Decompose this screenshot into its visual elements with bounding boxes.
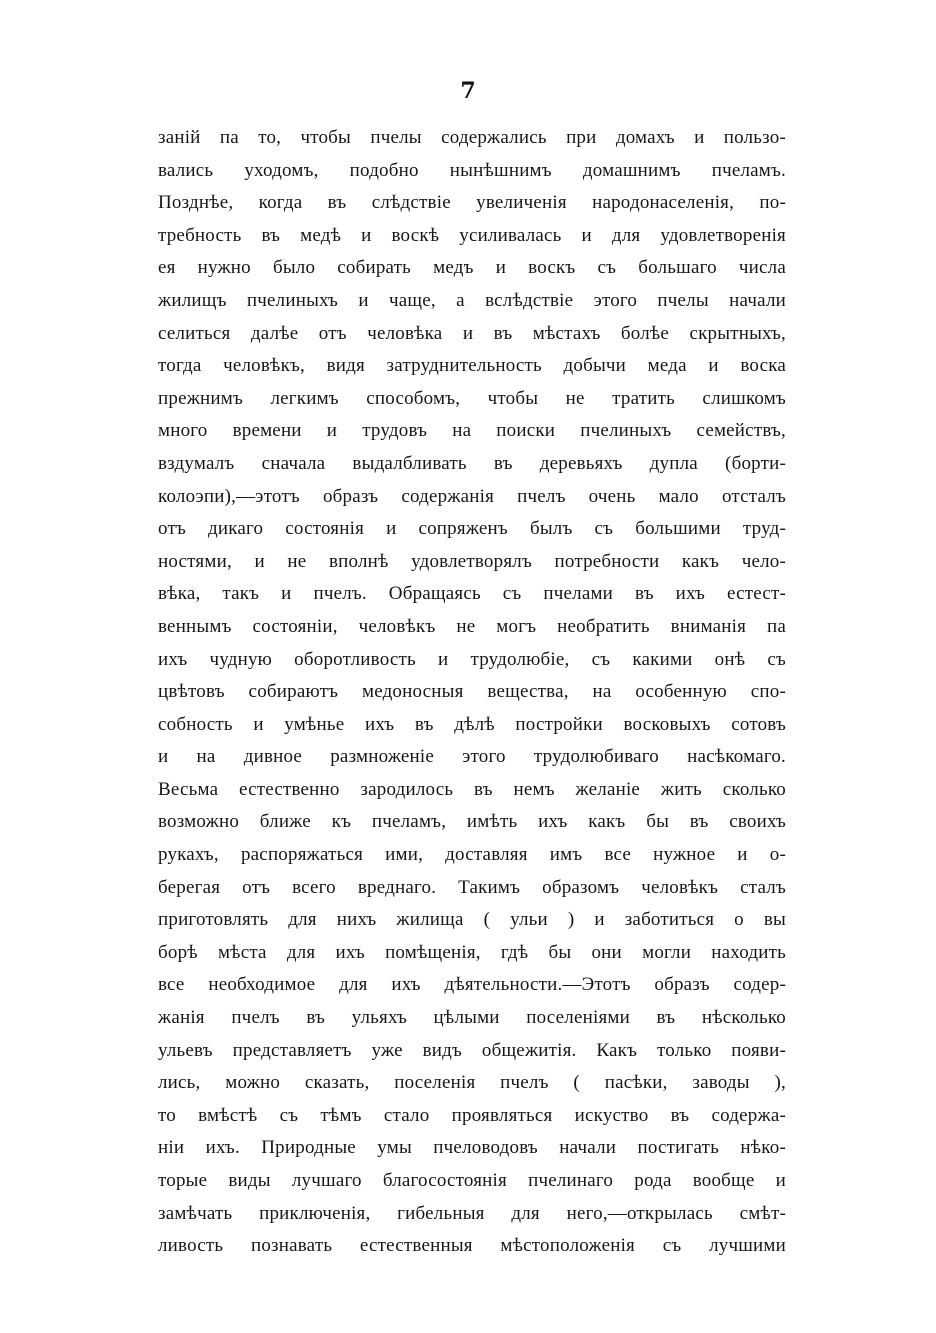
text-line: замѣчать приключенія, гибельныя для него,—открылась смѣт- — [158, 1202, 786, 1224]
text-line: вались уходомъ, подобно нынѣшнимъ домашнимъ пчеламъ. — [158, 159, 786, 181]
text-line: заній па то, чтобы пчелы содержались при домахъ и пользо- — [158, 127, 786, 148]
text-line: жилищъ пчелиныхъ и чаще, а вслѣдствіе этого пчелы начали — [158, 289, 786, 311]
text-line: борѣ мѣста для ихъ помѣщенія, гдѣ бы они могли находить — [158, 941, 786, 963]
text-line: много времени и трудовъ на поиски пчелиныхъ семействъ, — [158, 420, 786, 442]
text-line: и на дивное размноженіе этого трудолюбиваго насѣкомаго. — [158, 746, 786, 768]
text-line: возможно ближе къ пчеламъ, имѣть ихъ какъ бы въ своихъ — [158, 811, 786, 833]
text-line: лись, можно сказать, поселенія пчелъ ( пасѣки, заводы ), — [158, 1072, 786, 1094]
text-line: вздумалъ сначала выдалбливать въ деревьяхъ дупла (борти- — [158, 452, 786, 474]
text-line: веннымъ состояніи, человѣкъ не могъ необратить вниманія па — [158, 615, 786, 637]
text-line: вѣка, такъ и пчелъ. Обращаясь съ пчелами въ ихъ естест- — [158, 583, 786, 605]
text-line: тогда человѣкъ, видя затруднительность добычи меда и воска — [158, 355, 786, 377]
text-line: все необходимое для ихъ дѣятельности.—Этотъ образъ содер- — [158, 974, 786, 996]
text-line: прежнимъ легкимъ способомъ, чтобы не тратить слишкомъ — [158, 387, 786, 409]
text-line: рукахъ, распоряжаться ими, доставляя имъ все нужное и о- — [158, 844, 786, 866]
text-line: ихъ чудную оборотливость и трудолюбіе, съ какими онѣ съ — [158, 648, 786, 670]
text-line: то вмѣстѣ съ тѣмъ стало проявляться искуство въ содержа- — [158, 1104, 786, 1126]
body-text — [158, 122, 786, 1263]
text-line: ея нужно было собирать медъ и воскъ съ большаго числа — [158, 257, 786, 279]
text-line: ульевъ представляетъ уже видъ общежитія. Какъ только появи- — [158, 1039, 786, 1061]
text-line: ливость познавать естественныя мѣстоположенія съ лучшими — [158, 1235, 786, 1257]
text-line: берегая отъ всего вреднаго. Такимъ образомъ человѣкъ сталъ — [158, 876, 786, 898]
text-line: селиться далѣе отъ человѣка и въ мѣстахъ болѣе скрытныхъ, — [158, 322, 786, 344]
text-line: Весьма естественно зародилось въ немъ желаніе жить сколько — [158, 778, 786, 800]
text-line: требность въ медѣ и воскѣ усиливалась и для удовлетворенія — [158, 224, 786, 246]
text-line: жанія пчелъ въ ульяхъ цѣлыми поселеніями въ нѣсколько — [158, 1007, 786, 1029]
page-number: 7 — [460, 78, 476, 104]
text-line: собность и умѣнье ихъ въ дѣлѣ постройки восковыхъ сотовъ — [158, 713, 786, 735]
text-line: приготовлять для нихъ жилища ( ульи ) и заботиться о вы — [158, 909, 786, 931]
text-line: торые виды лучшаго благосостоянія пчелинаго рода вообще и — [158, 1170, 786, 1191]
text-line: ніи ихъ. Природные умы пчеловодовъ начали постигать нѣко- — [158, 1137, 786, 1159]
text-line: отъ дикаго состоянія и сопряженъ былъ съ большими труд- — [158, 518, 786, 540]
text-line: Позднѣе, когда въ слѣдствіе увеличенія народонаселенія, по- — [158, 192, 786, 214]
text-line: цвѣтовъ собираютъ медоносныя вещества, на особенную спо- — [158, 681, 786, 703]
text-line: ностями, и не вполнѣ удовлетворялъ потребности какъ чело- — [158, 550, 786, 572]
text-line: колоэпи),—этотъ образъ содержанія пчелъ очень мало отсталъ — [158, 485, 786, 507]
